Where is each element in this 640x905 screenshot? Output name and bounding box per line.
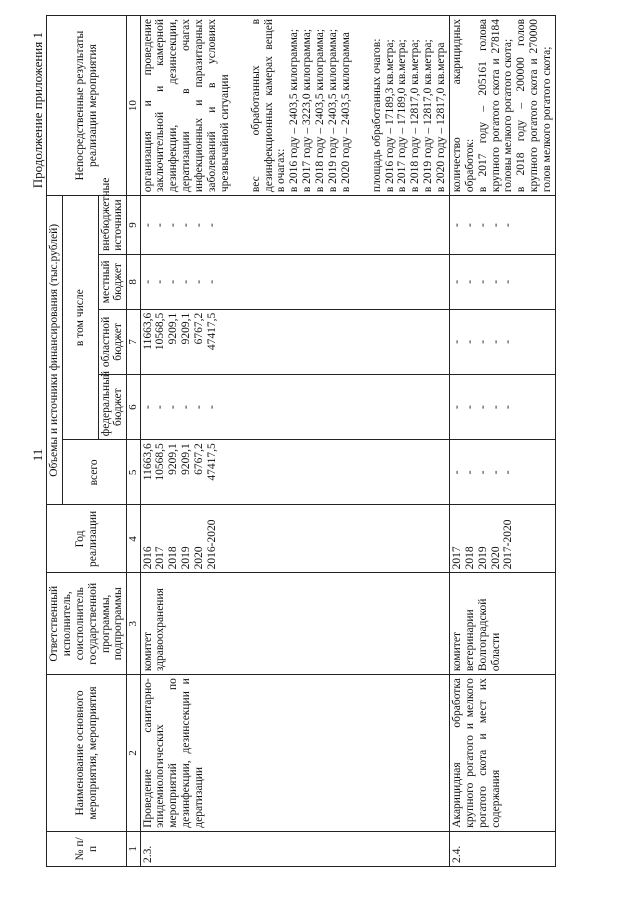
header-federal: федеральный бюджет bbox=[98, 375, 127, 440]
federal-value: - bbox=[205, 405, 218, 410]
local-value: - bbox=[476, 279, 489, 284]
row-local bbox=[140, 254, 449, 309]
regional-value: - bbox=[463, 339, 476, 344]
local-value: - bbox=[141, 279, 154, 284]
federal-value: - bbox=[463, 405, 476, 410]
row-num: 2.4. bbox=[449, 831, 555, 866]
header-regional: областной бюджет bbox=[98, 309, 127, 374]
row-num: 2.3. bbox=[140, 831, 449, 866]
local-value: - bbox=[450, 279, 463, 284]
header-name: Наименование основного мероприятия, мероприятия bbox=[47, 675, 127, 832]
extra-value: - bbox=[193, 223, 206, 227]
column-number: 4 bbox=[127, 505, 140, 573]
regional-value: - bbox=[450, 339, 463, 344]
table-row bbox=[449, 16, 555, 867]
year-value: 2018 bbox=[463, 546, 476, 570]
header-row-1 bbox=[47, 16, 63, 867]
federal-value: - bbox=[450, 405, 463, 410]
federal-value: - bbox=[180, 405, 193, 410]
result-text: в 2016 году – 17189,3 кв.метра; bbox=[383, 39, 396, 193]
row-total bbox=[449, 440, 555, 505]
result-text: в 2017 году – 17189,0 кв.метра; bbox=[396, 39, 409, 193]
table-row bbox=[140, 16, 449, 867]
regional-value: 10568,5 bbox=[154, 312, 167, 351]
extra-value: - bbox=[154, 223, 167, 227]
header-extra: внебюджетные источники bbox=[98, 196, 127, 255]
extra-value: - bbox=[489, 223, 502, 227]
result-text: в 2018 году – 12817,0 кв.метра; bbox=[409, 39, 422, 193]
column-number: 3 bbox=[127, 573, 140, 675]
column-number: 1 bbox=[127, 831, 140, 866]
local-value: - bbox=[463, 279, 476, 284]
row-federal bbox=[140, 375, 449, 440]
header-total: всего bbox=[62, 440, 126, 505]
regional-value: 11663,6 bbox=[141, 312, 154, 350]
federal-value: - bbox=[154, 405, 167, 410]
row-measure-name: Акарицидная обработка крупного рогатого и мелкого рогатого скота и мест их содержания bbox=[449, 675, 555, 832]
result-text: в 2019 году – 12817,0 кв.метра; bbox=[422, 39, 435, 193]
header-in-that-number: в том числе bbox=[62, 196, 98, 440]
row-years bbox=[140, 505, 449, 573]
row-results bbox=[140, 16, 449, 196]
result-text: в 2019 году – 2403,5 килограмма; bbox=[326, 28, 339, 193]
row-results bbox=[449, 16, 555, 196]
extra-value: - bbox=[476, 223, 489, 227]
result-text: площадь обработанных очагов: bbox=[370, 38, 383, 193]
row-local bbox=[449, 254, 555, 309]
header-funding-group: Объемы и источники финансирования (тыс.рублей) bbox=[47, 196, 63, 505]
regional-value: - bbox=[489, 339, 502, 344]
local-value: - bbox=[205, 279, 218, 284]
column-number: 5 bbox=[127, 440, 140, 505]
year-value: 2017-2020 bbox=[502, 519, 515, 570]
header-executor: Ответственный исполнитель, соисполнитель государственной программы, подпрограммы bbox=[47, 573, 127, 675]
result-text: в 2020 году – 2403,5 килограмма bbox=[339, 32, 352, 193]
federal-value: - bbox=[141, 405, 154, 410]
row-executor: комитет ветеринарии Волгоградской области bbox=[449, 573, 555, 675]
local-value: - bbox=[167, 279, 180, 284]
local-value: - bbox=[489, 279, 502, 284]
year-value: 2020 bbox=[193, 546, 206, 570]
total-value: 6767,2 bbox=[193, 443, 206, 475]
row-federal bbox=[449, 375, 555, 440]
regional-value: 9209,1 bbox=[180, 312, 193, 345]
local-value: - bbox=[193, 279, 206, 284]
column-number: 9 bbox=[127, 196, 140, 255]
total-value: - bbox=[489, 470, 502, 475]
extra-value: - bbox=[205, 223, 218, 227]
year-value: 2016 bbox=[141, 546, 154, 570]
page-number: 11 bbox=[30, 448, 45, 462]
federal-value: - bbox=[167, 405, 180, 410]
result-text: в 2018 году – 200000 голов крупного рогатого скота и 270000 голов мелкого рогатого скота; bbox=[515, 19, 554, 193]
total-value: - bbox=[502, 470, 515, 475]
extra-value: - bbox=[502, 223, 515, 227]
total-value: 11663,6 bbox=[141, 443, 154, 481]
result-text: в 2020 году – 12817,0 кв.метра bbox=[435, 42, 448, 193]
extra-value: - bbox=[450, 223, 463, 227]
regional-value: 9209,1 bbox=[167, 312, 180, 345]
column-number: 10 bbox=[127, 16, 140, 196]
result-text: вес обработанных в дезинфекционных камерах вещей в очагах: bbox=[249, 19, 288, 193]
year-value: 2017 bbox=[450, 546, 463, 570]
result-text: в 2017 году – 205161 голова крупного рогатого скота и 278184 головы мелкого рогатого скота; bbox=[476, 19, 515, 193]
extra-value: - bbox=[180, 223, 193, 227]
extra-value: - bbox=[141, 223, 154, 227]
column-number: 8 bbox=[127, 254, 140, 309]
federal-value: - bbox=[193, 405, 206, 410]
year-value: 2018 bbox=[167, 546, 180, 570]
row-regional bbox=[449, 309, 555, 374]
row-measure-name: Проведение санитарно-эпидемиологических мероприятий по дезинфекции, дезинсекции и дератизации bbox=[140, 675, 449, 832]
header-year: Год реализации bbox=[47, 505, 127, 573]
year-value: 2017 bbox=[154, 546, 167, 570]
year-value: 2019 bbox=[180, 546, 193, 570]
total-value: 9209,1 bbox=[167, 443, 180, 475]
row-extra bbox=[140, 196, 449, 255]
result-text: количество акарицидных обработок: bbox=[450, 19, 476, 193]
row-extra bbox=[449, 196, 555, 255]
result-text: в 2016 году – 2403,5 килограмма; bbox=[288, 28, 301, 193]
local-value: - bbox=[502, 279, 515, 284]
total-value: - bbox=[450, 470, 463, 475]
column-number: 6 bbox=[127, 375, 140, 440]
result-text: организация и проведение заключительной и камерной дезинфекции, дезинсекции, дератизации в очагах инфекционных и паразитарных заболеваний и в условиях чрезвычайной ситуации bbox=[141, 19, 231, 193]
total-value: - bbox=[476, 470, 489, 475]
year-value: 2020 bbox=[489, 546, 502, 570]
appendix-continuation-label: Продолжение приложения 1 bbox=[30, 32, 45, 189]
total-value: 47417,5 bbox=[205, 443, 218, 481]
year-value: 2019 bbox=[476, 546, 489, 570]
header-results: Непосредственные результаты реализации мероприятия bbox=[47, 16, 127, 196]
result-text: в 2017 году – 3223,0 килограмма; bbox=[301, 28, 314, 193]
column-number: 7 bbox=[127, 309, 140, 374]
regional-value: - bbox=[476, 339, 489, 344]
row-years bbox=[449, 505, 555, 573]
local-value: - bbox=[180, 279, 193, 284]
extra-value: - bbox=[463, 223, 476, 227]
header-num: № п/п bbox=[47, 831, 127, 866]
total-value: 9209,1 bbox=[180, 443, 193, 475]
local-value: - bbox=[154, 279, 167, 284]
extra-value: - bbox=[167, 223, 180, 227]
header-local: местный бюджет bbox=[98, 254, 127, 309]
program-measures-table bbox=[46, 15, 556, 867]
regional-value: 47417,5 bbox=[205, 312, 218, 351]
row-executor: комитет здравоохранения bbox=[140, 573, 449, 675]
column-numbers-row bbox=[127, 16, 140, 867]
regional-value: - bbox=[502, 339, 515, 344]
year-value: 2016-2020 bbox=[205, 519, 218, 570]
row-total bbox=[140, 440, 449, 505]
column-number: 2 bbox=[127, 675, 140, 832]
federal-value: - bbox=[476, 405, 489, 410]
row-regional bbox=[140, 309, 449, 374]
total-value: 10568,5 bbox=[154, 443, 167, 481]
federal-value: - bbox=[502, 405, 515, 410]
result-text: в 2018 году – 2403,5 килограмма; bbox=[314, 28, 327, 193]
federal-value: - bbox=[489, 405, 502, 410]
regional-value: 6767,2 bbox=[193, 312, 206, 345]
total-value: - bbox=[463, 470, 476, 475]
